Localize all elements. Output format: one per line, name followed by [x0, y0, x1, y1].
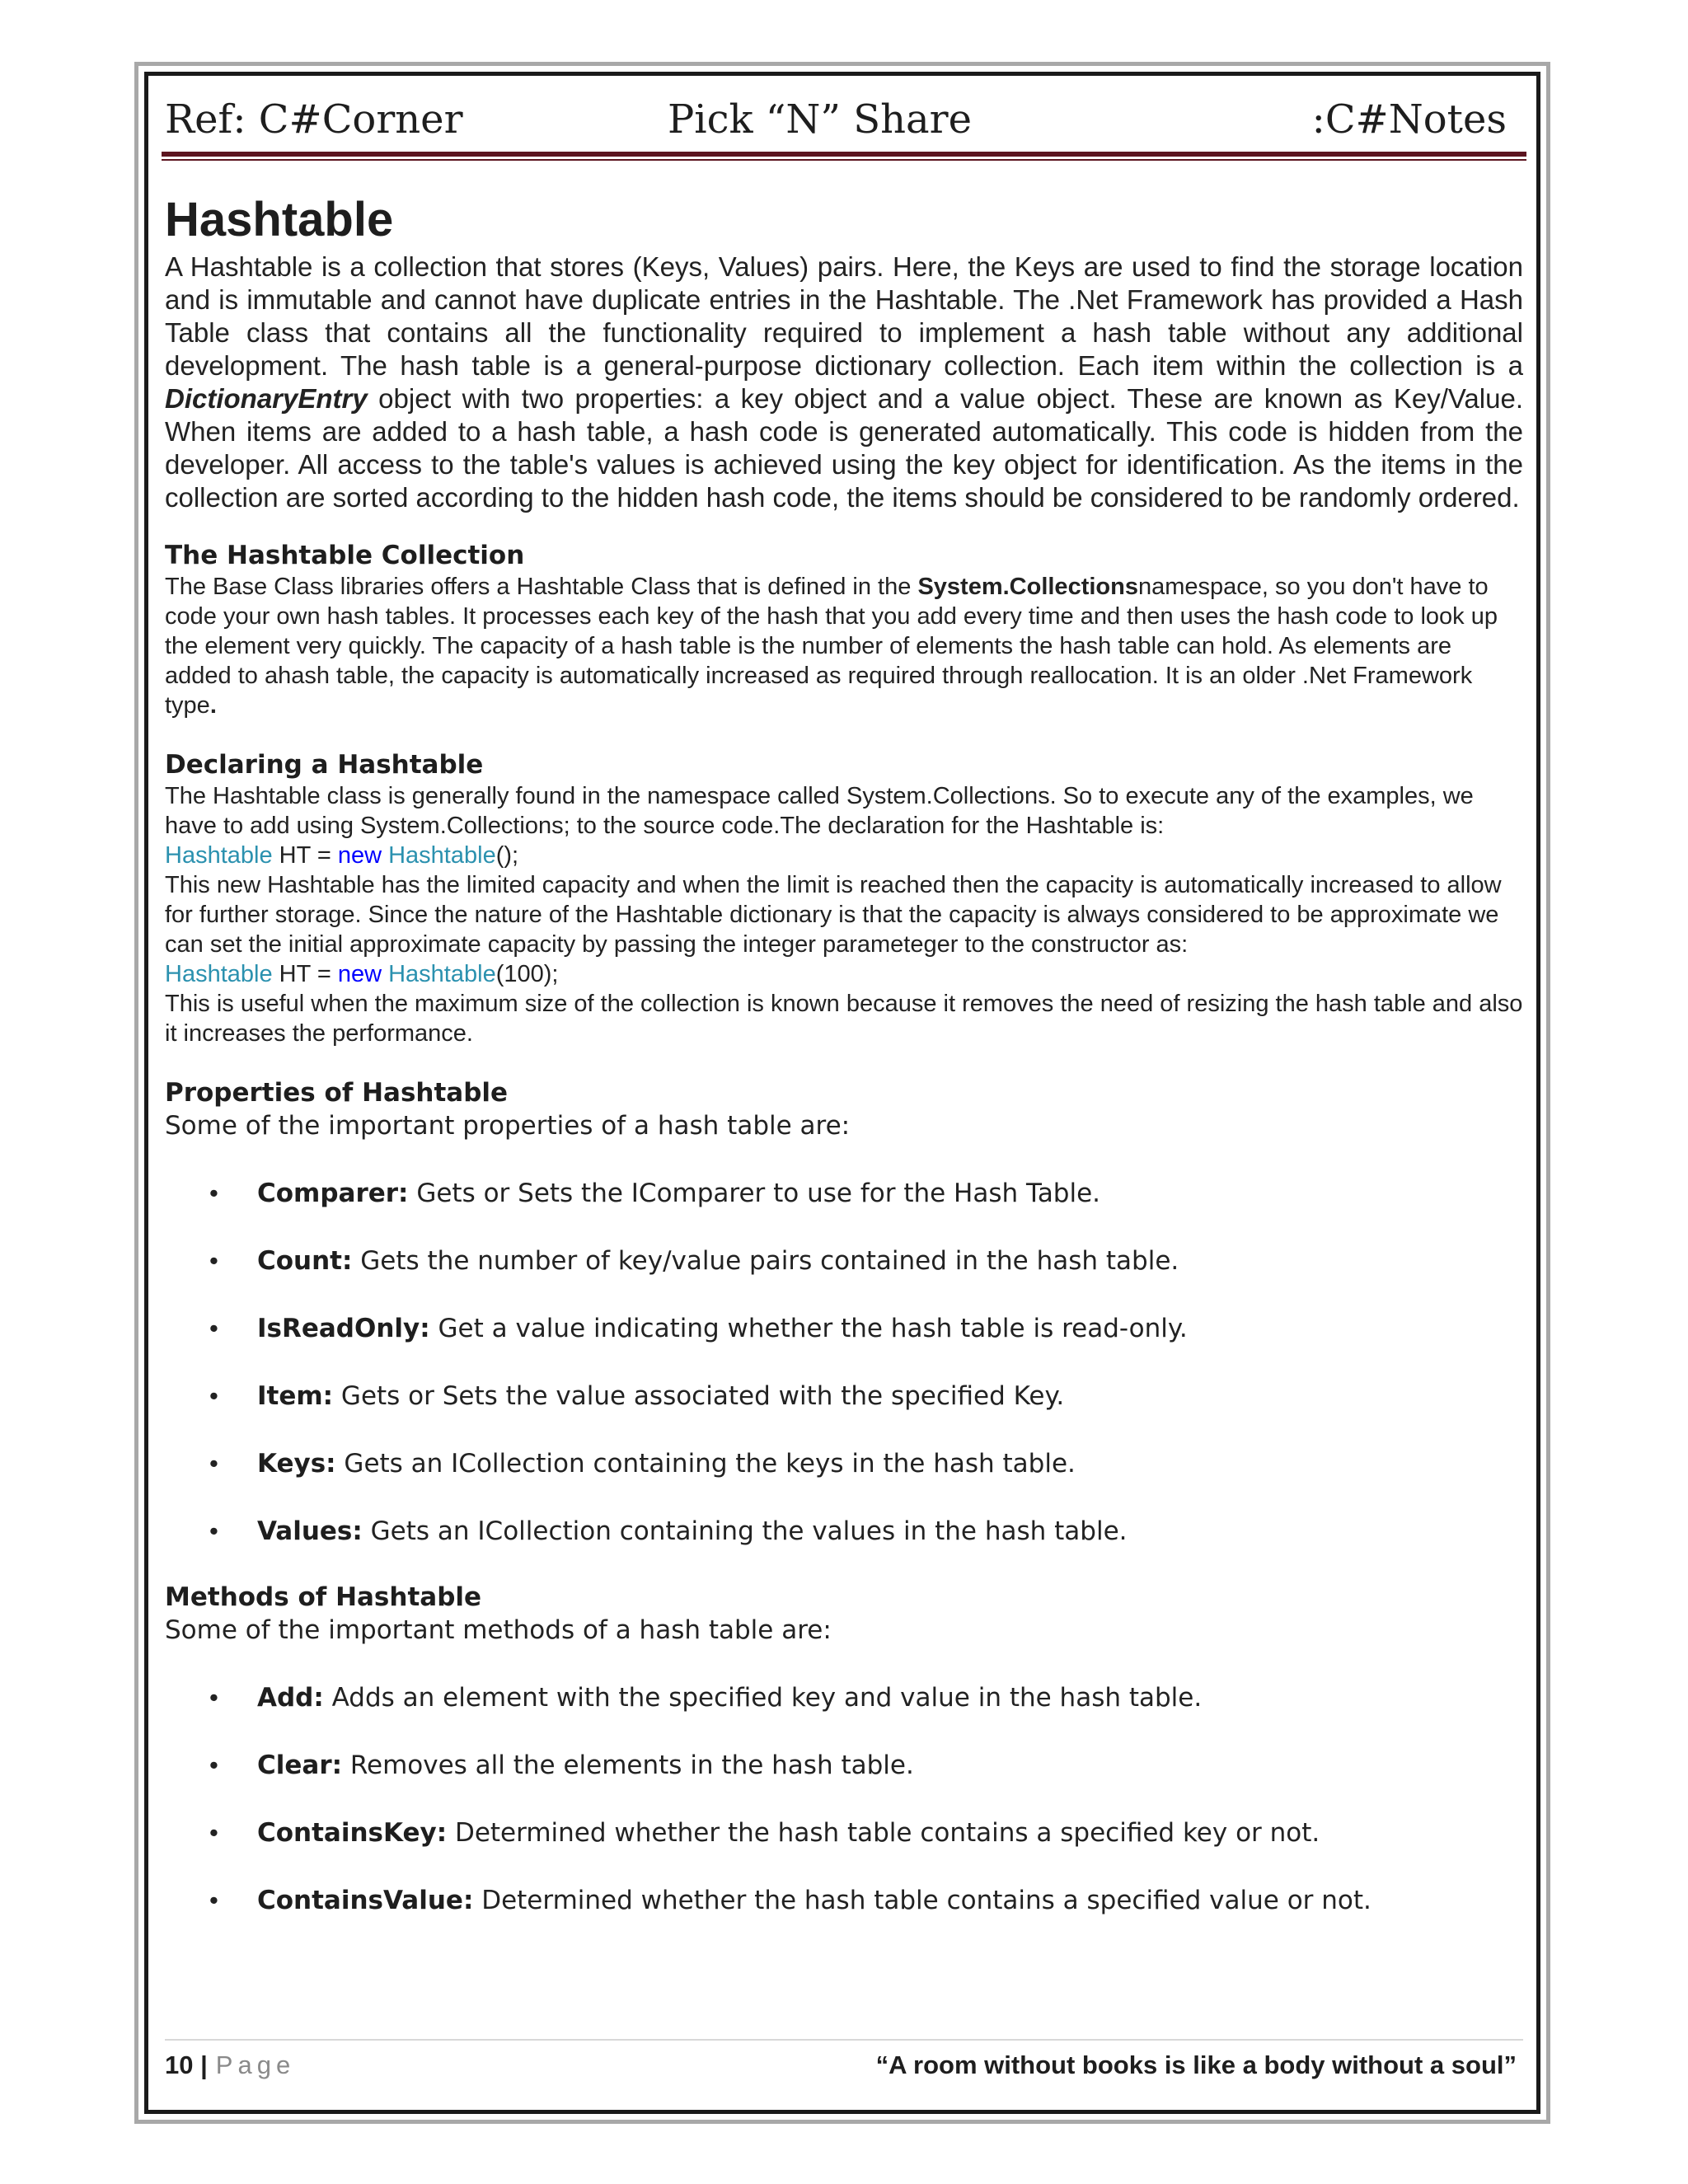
property-name: Comparer: — [257, 1179, 409, 1208]
code1-keyword: new — [337, 842, 382, 869]
code1-var: HT = — [272, 842, 338, 869]
property-item — [165, 1515, 1523, 1548]
property-desc: Gets an ICollection containing the values in the hash table. — [362, 1516, 1128, 1546]
declaring-paragraph-3: This is useful when the maximum size of the collection is known because it removes the need of resizing the hash table and also it increases the performance. — [165, 991, 1523, 1047]
property-name: Keys: — [257, 1449, 336, 1479]
collection-text-2: namespace, so you don't have to code your own hash tables. It processes each key of the hash that you add every time and then uses the hash code to look up the element very quickly. The capacity of a hash table is the number of elements the hash table can hold. As elements are added to ahash table, the capacity is automatically increased as required through reallocation. It is an older .Net Framework type — [165, 574, 1498, 719]
property-item — [165, 1177, 1523, 1210]
methods-heading: Methods of Hashtable — [165, 1582, 482, 1612]
header-rule-thin — [162, 159, 1526, 161]
property-desc: Gets the number of key/value pairs contained in the hash table. — [352, 1246, 1179, 1276]
property-name: Item: — [257, 1381, 334, 1411]
property-item — [165, 1244, 1523, 1277]
intro-text-2: object with two properties: a key object and a value object. These are known as Key/Value. When items are added to a hash table, a hash code is generated automatically. This code is hidden from the developer. All access to the table's values is achieved using the key object for identification. As the items in the collection are sorted according to the hidden hash code, the items should be considered to be randomly ordered. — [165, 383, 1523, 513]
intro-text-1: A Hashtable is a collection that stores (Keys, Values) pairs. Here, the Keys are used to find the storage location and is immutable and cannot have duplicate entries in the Hashtable. The .Net Framework has provided a Hash Table class that contains all the functionality required to implement a hash table without any additional development. The hash table is a general-purpose dictionary collection. Each item within the collection is a — [165, 251, 1523, 381]
collection-paragraph — [165, 572, 1523, 720]
code2-ctor: Hashtable — [388, 961, 496, 987]
page-header — [165, 92, 1520, 147]
method-name: ContainsValue: — [257, 1886, 474, 1915]
properties-heading: Properties of Hashtable — [165, 1078, 509, 1108]
intro-paragraph — [165, 251, 1523, 514]
declaring-heading: Declaring a Hashtable — [165, 750, 484, 780]
method-desc: Determined whether the hash table contains a specified value or not. — [473, 1886, 1372, 1915]
header-notes: :C#Notes — [1311, 96, 1507, 143]
method-item — [165, 1681, 1523, 1714]
code2-space — [382, 961, 388, 987]
property-name: Count: — [257, 1246, 353, 1276]
page-separator: | — [200, 2050, 208, 2079]
page-number: 10 — [165, 2050, 194, 2079]
code-line-1 — [165, 841, 1523, 870]
property-name: Values: — [257, 1516, 363, 1546]
code1-space — [382, 842, 388, 869]
method-item — [165, 1749, 1523, 1782]
property-item — [165, 1447, 1523, 1480]
footer-quote: “A room without books is like a body without a soul” — [875, 2050, 1517, 2079]
method-name: Clear: — [257, 1750, 343, 1780]
property-desc: Gets or Sets the IComparer to use for the Hash Table. — [408, 1179, 1101, 1208]
page-footer — [165, 2047, 1517, 2083]
property-name: IsReadOnly: — [257, 1314, 430, 1343]
properties-list — [165, 1177, 1523, 1548]
code2-var: HT = — [272, 961, 338, 987]
method-desc: Removes all the elements in the hash table. — [342, 1750, 914, 1780]
code2-type: Hashtable — [165, 961, 273, 987]
collection-text-3: . — [209, 692, 217, 719]
header-rule-thick — [162, 152, 1526, 157]
page-title: Hashtable — [165, 193, 394, 246]
methods-list — [165, 1681, 1523, 1917]
header-ref: Ref: C#Corner — [165, 96, 463, 143]
collection-heading: The Hashtable Collection — [165, 541, 525, 570]
methods-intro: Some of the important methods of a hash table are: — [165, 1615, 832, 1645]
property-desc: Gets or Sets the value associated with the specified Key. — [333, 1381, 1065, 1411]
code1-end: (); — [495, 842, 519, 869]
properties-intro: Some of the important properties of a hash table are: — [165, 1111, 851, 1141]
code1-ctor: Hashtable — [388, 842, 496, 869]
page-label: Page — [215, 2050, 296, 2079]
method-name: Add: — [257, 1683, 324, 1713]
footer-rule — [165, 2039, 1523, 2041]
header-title: Pick “N” Share — [668, 96, 972, 143]
collection-text-1: The Base Class libraries offers a Hashtable Class that is defined in the — [165, 574, 918, 600]
intro-emphasis: DictionaryEntry — [165, 383, 368, 414]
method-desc: Adds an element with the specified key and value in the hash table. — [323, 1683, 1203, 1713]
method-item — [165, 1816, 1523, 1849]
property-item — [165, 1380, 1523, 1413]
page-content — [165, 191, 1523, 1917]
method-desc: Determined whether the hash table contains a specified key or not. — [447, 1818, 1320, 1848]
declaring-paragraph-1: The Hashtable class is generally found in the namespace called System.Collections. So to execute any of the examples, we have to add using System.Collections; to the source code.The declaration for the Hashtable is: — [165, 783, 1474, 839]
collection-namespace: System.Collections — [917, 574, 1138, 600]
code2-end: (100); — [495, 961, 559, 987]
code1-type: Hashtable — [165, 842, 273, 869]
page-number-block — [165, 2047, 295, 2083]
property-item — [165, 1312, 1523, 1345]
code2-keyword: new — [337, 961, 382, 987]
property-desc: Get a value indicating whether the hash table is read-only. — [429, 1314, 1188, 1343]
declaring-paragraph-2: This new Hashtable has the limited capacity and when the limit is reached then the capacity is automatically increased to allow for further storage. Since the nature of the Hashtable dictionary is that the capacity is always considered to be approximate we can set the initial approximate capacity by passing the integer parameteger to the constructor as: — [165, 872, 1502, 958]
code-line-2 — [165, 959, 1523, 989]
method-name: ContainsKey: — [257, 1818, 448, 1848]
property-desc: Gets an ICollection containing the keys in the hash table. — [335, 1449, 1076, 1479]
method-item — [165, 1884, 1523, 1917]
